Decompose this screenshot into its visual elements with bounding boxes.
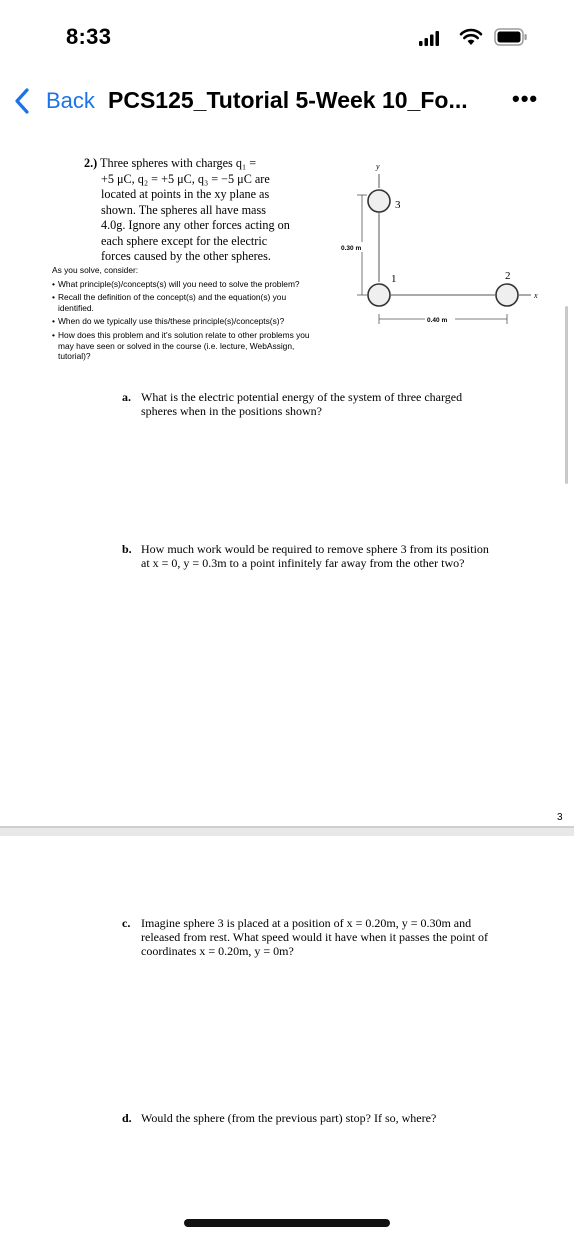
part-c-text: Imagine sphere 3 is placed at a position of x = 0.20m, y = 0.30m and released from rest. What speed would it have when it passes the point of coordinates x = 0.20m, y = 0m? <box>141 916 489 958</box>
problem-statement <box>84 156 344 265</box>
sphere-3-label: 3 <box>395 199 401 211</box>
problem-line: forces caused by the other spheres. <box>101 249 271 263</box>
consider-item: • Recall the definition of the concept(s) and the equation(s) you identified. <box>52 292 318 313</box>
consider-list <box>52 279 342 362</box>
sphere-2 <box>496 284 518 306</box>
more-options-button[interactable]: ••• <box>512 86 539 111</box>
sphere-1 <box>368 284 390 306</box>
problem-line: located at points in the xy plane as <box>101 187 270 201</box>
y-axis-label: y <box>376 162 380 171</box>
wifi-icon <box>459 28 483 51</box>
horizontal-dimension-label: 0.40 m <box>427 317 448 324</box>
problem-line: Three spheres with charges q₁ = <box>100 156 257 170</box>
sphere-3 <box>368 190 390 212</box>
back-chevron-icon[interactable] <box>10 86 36 121</box>
consider-item: • When do we typically use this/these principle(s)/concepts(s)? <box>52 316 342 327</box>
vertical-dimension-label: 0.30 m <box>341 245 362 252</box>
part-d-text: Would the sphere (from the previous part) stop? If so, where? <box>141 1111 437 1125</box>
sphere-2-label: 2 <box>505 270 511 282</box>
problem-number: 2.) <box>84 156 98 170</box>
part-c-label: c. <box>122 916 131 930</box>
document-title: PCS125_Tutorial 5-Week 10_Fo... <box>108 87 468 113</box>
part-a <box>122 390 492 418</box>
part-b-text: How much work would be required to remove sphere 3 from its position at x = 0, y = 0.3m to a point infinitely far away from the other two? <box>141 542 489 570</box>
problem-line: shown. The spheres all have mass <box>101 202 266 217</box>
part-d <box>122 1111 492 1125</box>
back-button[interactable]: Back <box>46 88 95 113</box>
cellular-signal-icon <box>419 30 439 51</box>
sphere-diagram <box>335 158 550 330</box>
part-a-text: What is the electric potential energy of the system of three charged spheres when in the positions shown? <box>141 390 463 418</box>
consider-section <box>52 265 342 365</box>
consider-item: • What principle(s)/concepts(s) will you need to solve the problem? <box>52 279 342 290</box>
part-b-label: b. <box>122 542 132 556</box>
scrollbar[interactable] <box>565 306 568 484</box>
x-axis-label: x <box>534 291 538 300</box>
home-indicator[interactable] <box>184 1219 390 1227</box>
sphere-1-label: 1 <box>391 273 397 285</box>
problem-line: 4.0g. Ignore any other forces acting on <box>101 218 290 232</box>
status-time: 8:33 <box>66 24 112 49</box>
part-d-label: d. <box>122 1111 132 1125</box>
consider-item: • How does this problem and it's solution relate to other problems you may have seen or solved in the course (i.e. lecture, WebAssign, tutorial)? <box>52 330 320 362</box>
consider-heading: As you solve, consider: <box>52 265 139 275</box>
page-divider <box>0 826 574 828</box>
part-c <box>122 916 492 958</box>
problem-line: each sphere except for the electric <box>101 233 268 248</box>
part-a-label: a. <box>122 390 131 404</box>
page-number: 3 <box>557 812 563 823</box>
battery-icon <box>494 28 528 51</box>
part-b <box>122 542 492 570</box>
problem-line: +5 μC, q₂ = +5 μC, q₃ = −5 μC are <box>101 171 270 186</box>
